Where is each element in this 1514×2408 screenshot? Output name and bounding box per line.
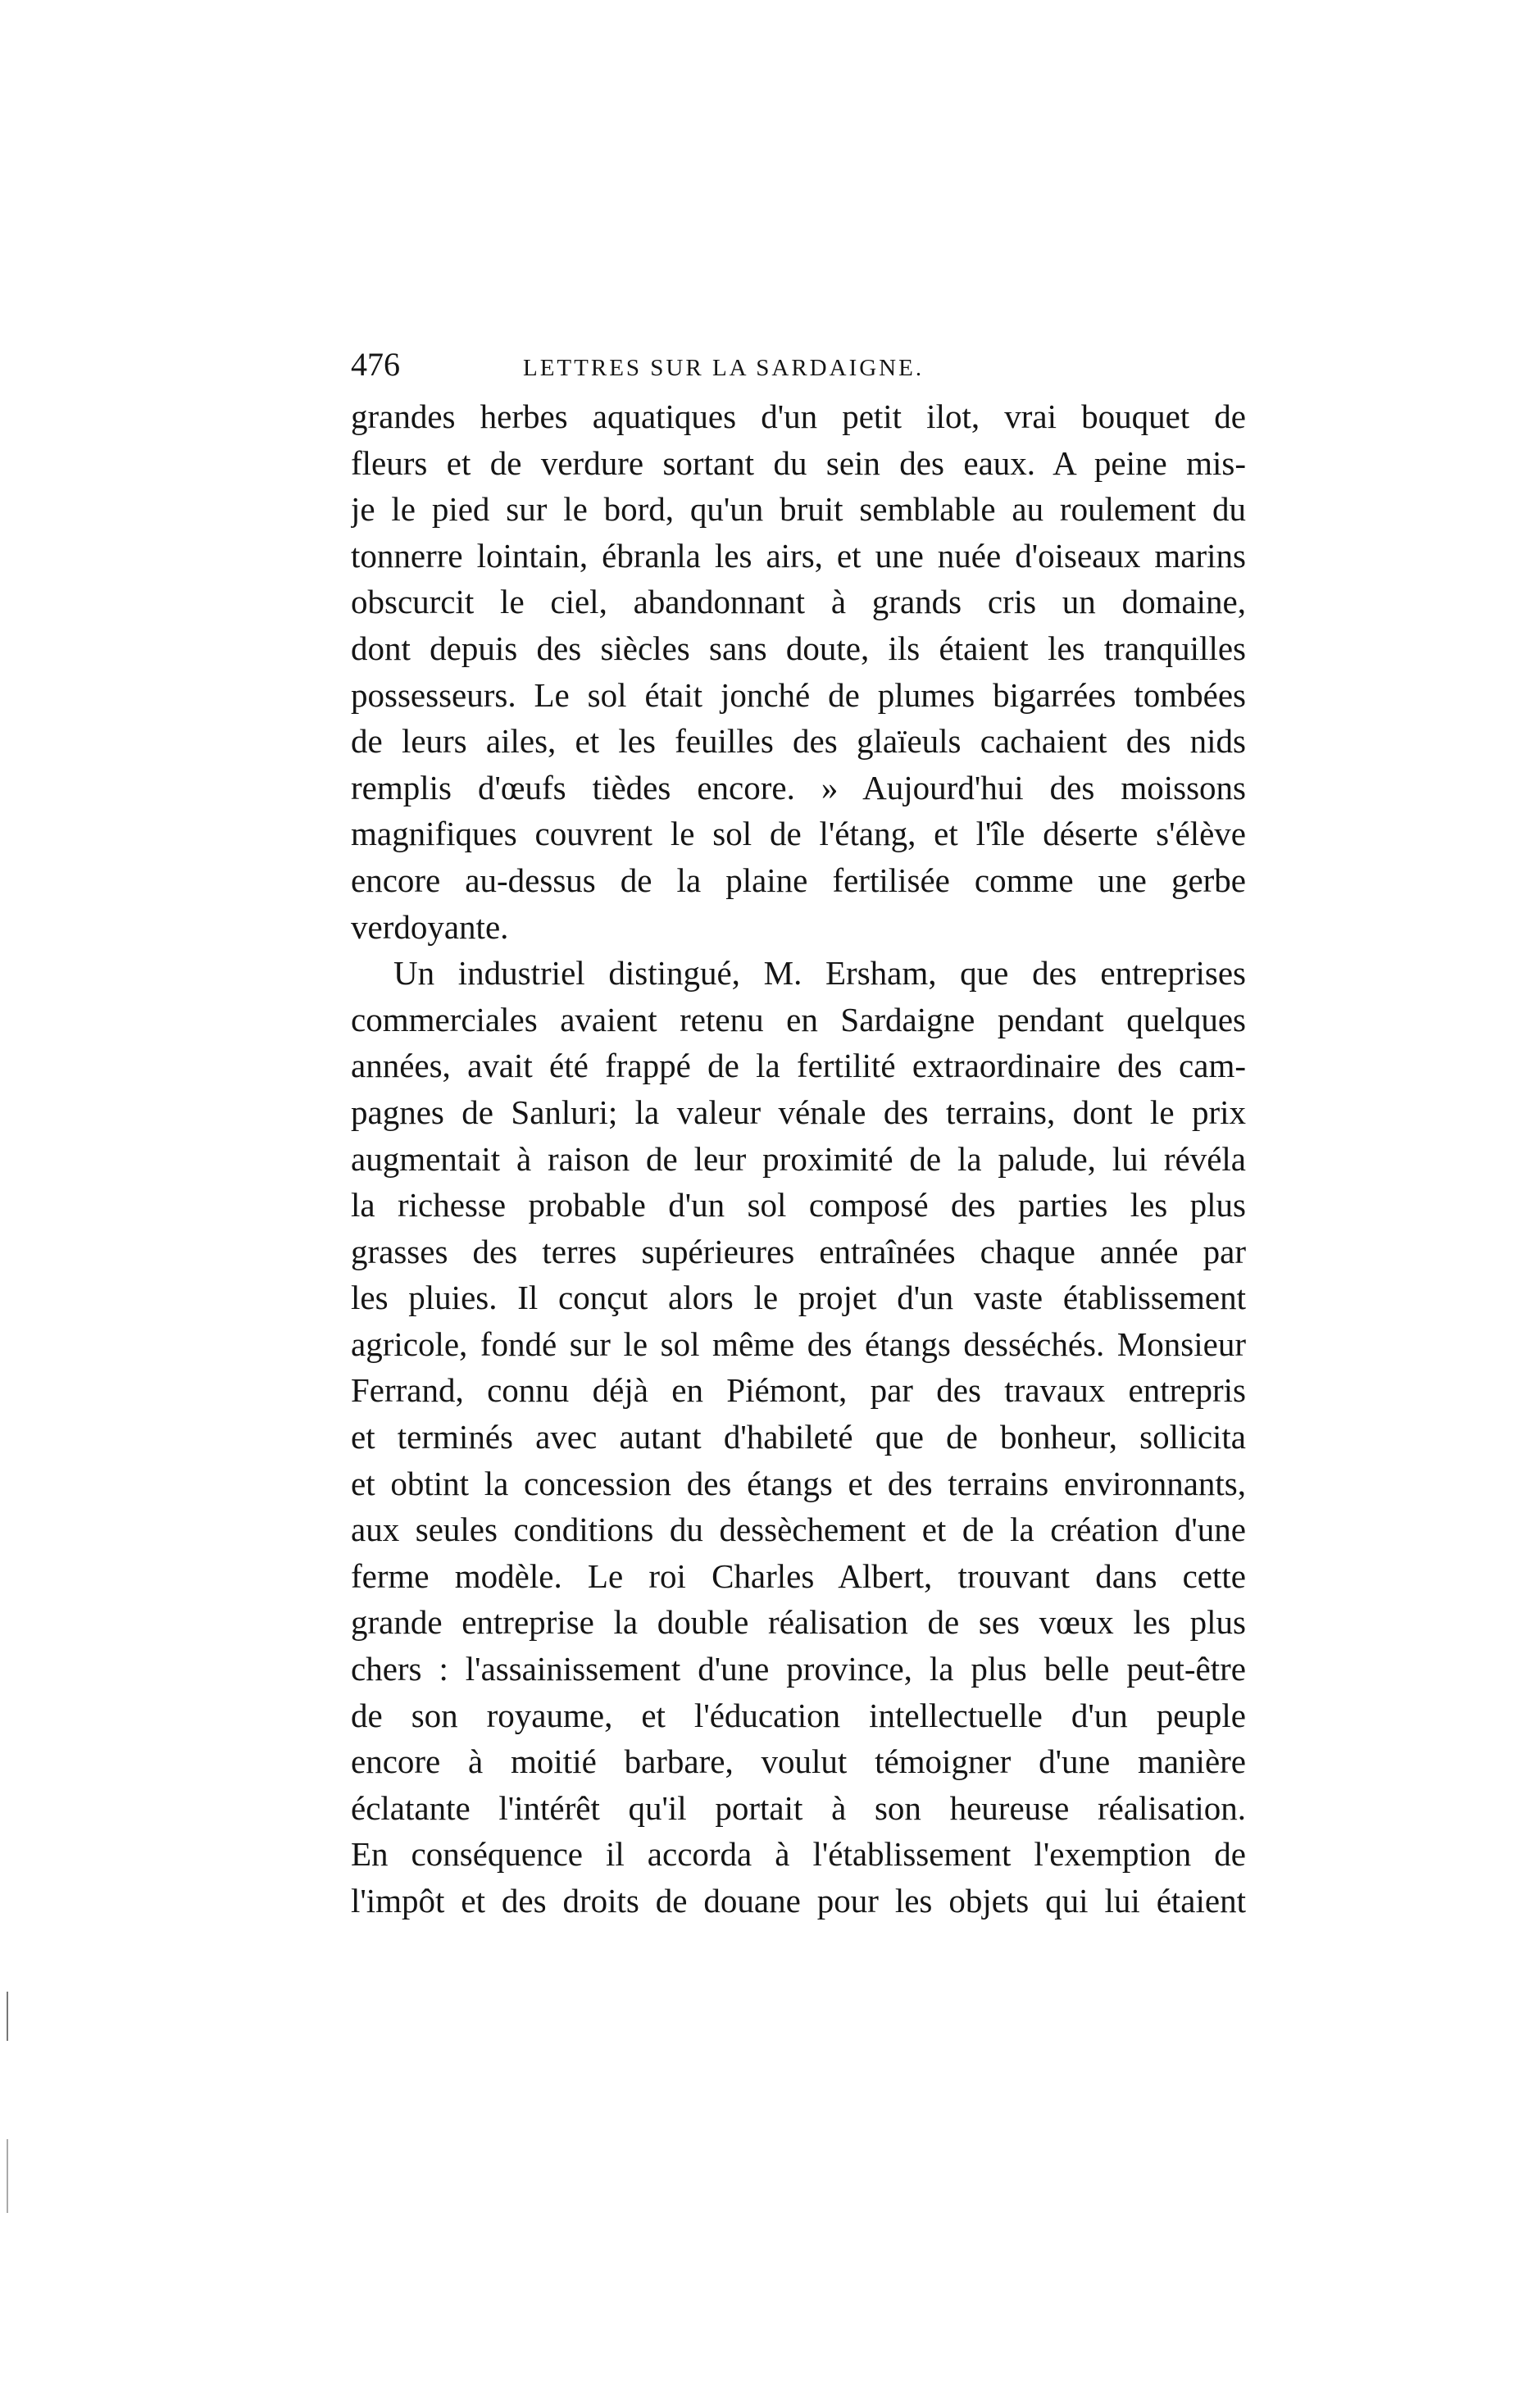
text-line: je le pied sur le bord, qu'un bruit semblable au roulement du [351,490,1246,529]
margin-scan-mark [7,2139,8,2213]
text-line: Ferrand, connu déjà en Piémont, par des travaux entrepris [351,1371,1246,1410]
text-line: et obtint la concession des étangs et des terrains environnants, [351,1464,1246,1502]
text-line: remplis d'œufs tièdes encore. » Aujourd'hui des moissons [351,768,1246,806]
text-line: grasses des terres supérieures entraînées chaque année par [351,1232,1246,1270]
text-line: années, avait été frappé de la fertilité extraordinaire des cam- [351,1047,1246,1085]
text-line: verdoyante. [351,907,509,946]
text-line: possesseurs. Le sol était jonché de plumes bigarrées tombées [351,675,1246,714]
text-line: encore à moitié barbare, voulut témoigner d'une manière [351,1742,1246,1781]
page-number: 476 [351,346,400,383]
page-header [351,340,1246,389]
text-line: grande entreprise la double réalisation de ses vœux les plus [351,1603,1246,1642]
text-line: aux seules conditions du dessèchement et de la création d'une [351,1511,1246,1549]
text-line: chers : l'assainissement d'une province, la plus belle peut-être [351,1650,1246,1688]
text-line: de leurs ailes, et les feuilles des glaïeuls cachaient des nids [351,722,1246,761]
text-line: En conséquence il accorda à l'établissement l'exemption de [351,1835,1246,1874]
text-line: l'impôt et des droits de douane pour les objets qui lui étaient [351,1882,1246,1920]
text-line: magnifiques couvrent le sol de l'étang, et l'île déserte s'élève [351,815,1246,853]
text-line: grandes herbes aquatiques d'un petit ilot, vrai bouquet de [351,398,1246,435]
text-line: dont depuis des siècles sans doute, ils étaient les tranquilles [351,629,1246,667]
text-line: encore au-dessus de la plaine fertilisée comme une gerbe [351,861,1246,899]
body-text [351,393,1246,1924]
text-line: éclatante l'intérêt qu'il portait à son heureuse réalisation. [351,1788,1246,1827]
text-line: Un industriel distingué, M. Ersham, que des entreprises [393,954,1246,993]
text-line: ferme modèle. Le roi Charles Albert, trouvant dans cette [351,1556,1246,1595]
text-line: tonnerre lointain, ébranla les airs, et une nuée d'oiseaux marins [351,536,1246,575]
text-line: obscurcit le ciel, abandonnant à grands cris un domaine, [351,583,1246,621]
margin-scan-mark [7,1992,8,2041]
running-title: LETTRES SUR LA SARDAIGNE. [523,355,925,381]
text-line: augmentait à raison de leur proximité de la palude, lui révéla [351,1139,1246,1178]
text-line: agricole, fondé sur le sol même des étangs desséchés. Monsieur [351,1324,1246,1363]
text-line: fleurs et de verdure sortant du sein des eaux. A peine mis- [351,443,1246,482]
text-line: pagnes de Sanluri; la valeur vénale des terrains, dont le prix [351,1093,1246,1131]
text-line: les pluies. Il conçut alors le projet d'un vaste établissement [351,1279,1246,1317]
text-line: et terminés avec autant d'habileté que de bonheur, sollicita [351,1418,1246,1456]
text-line: la richesse probable d'un sol composé des parties les plus [351,1186,1246,1224]
text-line: de son royaume, et l'éducation intellectuelle d'un peuple [351,1696,1246,1734]
text-line: commerciales avaient retenu en Sardaigne pendant quelques [351,1000,1246,1038]
